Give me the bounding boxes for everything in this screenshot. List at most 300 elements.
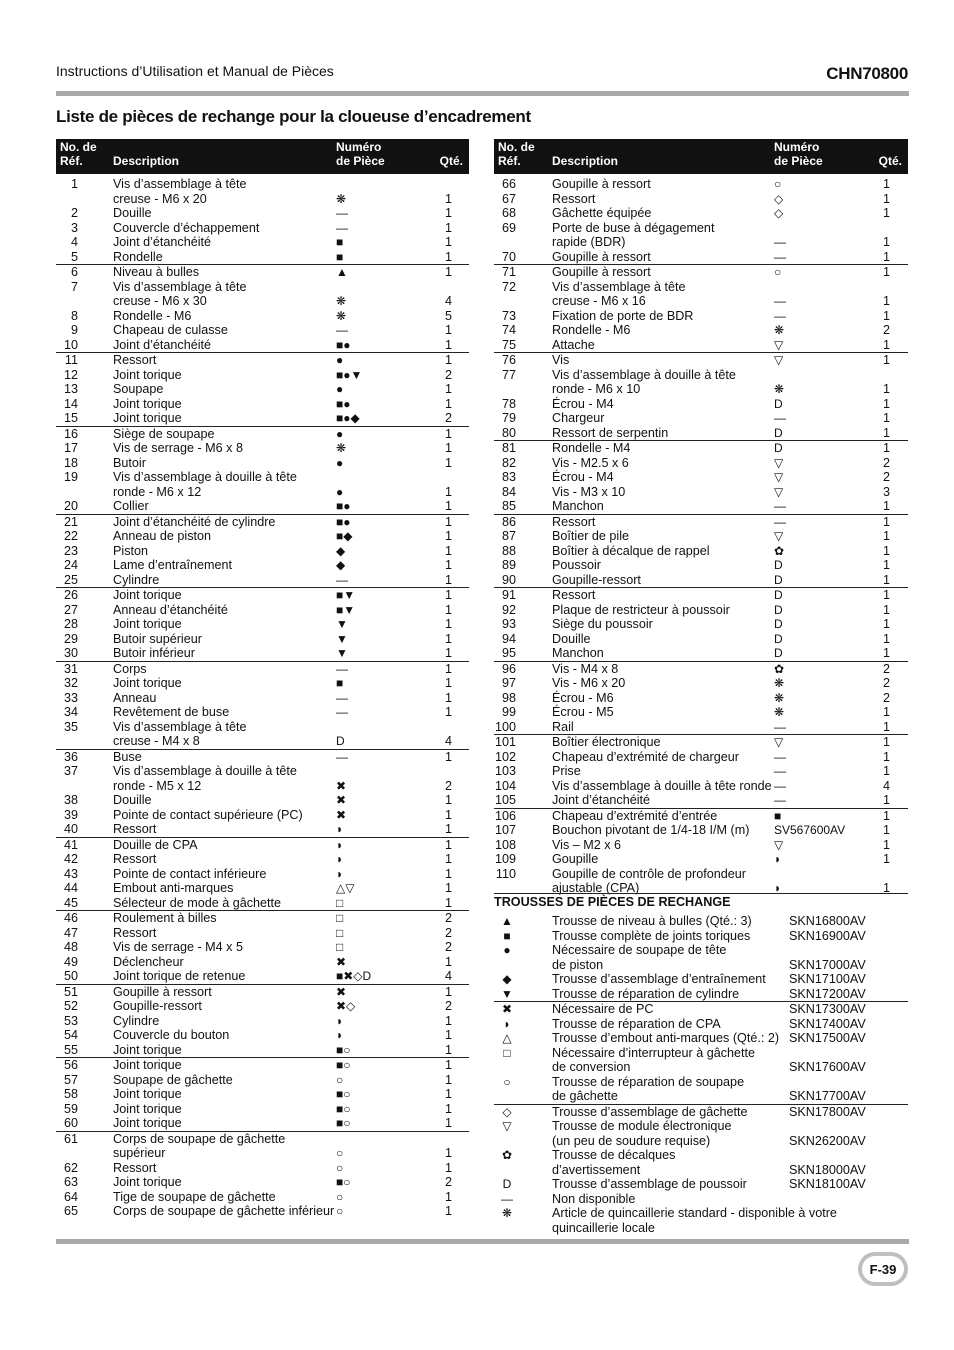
- ref-number: 100: [494, 719, 516, 734]
- quantity: 1: [882, 499, 890, 513]
- part-number: ✖: [336, 807, 347, 822]
- part-number: ●: [336, 382, 344, 396]
- ref-number: 62: [63, 1160, 78, 1175]
- part-number: ◗: [336, 1028, 344, 1042]
- part-description: Joint torique: [113, 588, 182, 602]
- table-row: [56, 691, 469, 706]
- table-row: [494, 456, 908, 471]
- table-row: [56, 632, 469, 647]
- part-number: ▽: [774, 337, 784, 352]
- table-row: [56, 587, 469, 603]
- quantity: 1: [444, 588, 452, 602]
- table-row: [494, 646, 908, 661]
- part-description: Butoir inférieur: [113, 646, 195, 660]
- kit-description: Trousse d’assemblage d’entraînement: [552, 972, 766, 986]
- ref-number: 54: [63, 1028, 78, 1042]
- part-description: Ressort: [552, 191, 596, 206]
- kit-description: Trousse complète de joints toriques: [552, 928, 751, 943]
- quantity: 1: [882, 793, 890, 807]
- quantity: 1: [444, 529, 452, 543]
- part-description: Lame d’entraînement: [113, 558, 233, 572]
- part-number: ◆: [336, 543, 346, 558]
- part-description: Goupille-ressort: [113, 999, 202, 1013]
- part-description: Piston: [113, 543, 149, 558]
- part-description: Joint torique: [113, 1042, 182, 1057]
- table-row: [56, 441, 469, 456]
- ref-number: 1: [70, 177, 78, 191]
- part-description: Sélecteur de mode à gâchette: [113, 895, 282, 910]
- quantity: 1: [882, 353, 890, 367]
- kits-title: TROUSSES DE PIÈCES DE RECHANGE: [494, 893, 908, 911]
- table-row: [56, 984, 469, 1000]
- table-row: [56, 309, 469, 324]
- table-row: [56, 837, 469, 853]
- part-description: Couvercle du bouton: [113, 1028, 230, 1042]
- part-number: D: [774, 631, 783, 646]
- part-number: ▲: [336, 265, 348, 279]
- part-number: —: [774, 294, 786, 308]
- ref-number: 10: [63, 337, 78, 352]
- kit-description: Trousse de module électronique: [552, 1119, 732, 1133]
- table-row: [494, 514, 908, 530]
- part-description: Ressort: [113, 852, 157, 866]
- kit-row: [494, 1206, 908, 1221]
- ref-number: 103: [494, 764, 516, 778]
- part-description: Rondelle - M6: [113, 308, 192, 323]
- quantity: 1: [882, 206, 890, 220]
- part-description: Goupille à ressort: [552, 177, 651, 191]
- part-number: ○: [336, 1204, 344, 1218]
- table-row: [494, 382, 908, 397]
- table-row: [56, 705, 469, 720]
- ref-number: 50: [63, 969, 78, 983]
- kit-row: [494, 1060, 908, 1075]
- table-row: [56, 1204, 469, 1219]
- table-row: [494, 426, 908, 441]
- part-number: —: [774, 235, 786, 249]
- table-row: [494, 838, 908, 853]
- table-row: [56, 617, 469, 632]
- col-no-line1: No. de: [498, 140, 535, 154]
- quantity: 1: [444, 617, 452, 631]
- part-number: ▽: [774, 470, 784, 484]
- ref-number: 66: [501, 177, 516, 191]
- part-number: ▼: [336, 631, 348, 646]
- part-number: ○: [774, 265, 782, 279]
- ref-number: 58: [63, 1087, 78, 1101]
- quantity: 1: [882, 705, 890, 719]
- ref-number: 27: [63, 602, 78, 617]
- table-row: [494, 264, 908, 280]
- ref-number: 92: [501, 602, 516, 617]
- ref-number: 24: [63, 558, 78, 572]
- quantity: 1: [444, 881, 452, 895]
- kit-symbol: ✖: [501, 1002, 513, 1016]
- part-description: Couvercle d’échappement: [113, 220, 260, 235]
- kit-row: [494, 1134, 908, 1149]
- ref-number: 3: [70, 220, 78, 235]
- part-description: Joint torique: [113, 676, 182, 690]
- part-number: ✖: [336, 954, 347, 969]
- table-row: [56, 573, 469, 588]
- quantity: 1: [882, 646, 890, 660]
- ref-number: 13: [63, 382, 78, 396]
- quantity: 1: [444, 382, 452, 396]
- table-row: [494, 411, 908, 426]
- quantity: 1: [444, 558, 452, 572]
- quantity: 1: [444, 1013, 452, 1028]
- part-description: Butoir supérieur: [113, 631, 202, 646]
- ref-number: 16: [63, 426, 78, 441]
- quantity: 1: [882, 441, 890, 455]
- part-number: ■○: [336, 1116, 351, 1130]
- part-number: D: [774, 646, 783, 660]
- table-row: [56, 411, 469, 426]
- quantity: 2: [444, 999, 452, 1013]
- ref-number: 60: [63, 1116, 78, 1130]
- kit-part-number: SKN18100AV: [789, 1177, 866, 1191]
- table-row: [494, 750, 908, 765]
- part-description: Rondelle - M6: [552, 323, 631, 337]
- table-row: [494, 823, 908, 838]
- quantity: 1: [444, 852, 452, 866]
- ref-number: 99: [501, 705, 516, 719]
- table-header: [494, 139, 908, 174]
- ref-number: 79: [501, 411, 516, 425]
- kits-list: [494, 911, 908, 1235]
- ref-number: 56: [63, 1058, 78, 1072]
- ref-number: 74: [501, 323, 516, 337]
- part-number: ❋: [774, 705, 785, 719]
- part-number: —: [774, 749, 786, 764]
- kit-row: [494, 1075, 908, 1090]
- kit-part-number: SKN18000AV: [789, 1162, 866, 1177]
- part-description: Anneau d’étanchéité: [113, 602, 228, 617]
- quantity: 1: [882, 514, 890, 529]
- table-row: [56, 1102, 469, 1117]
- ref-number: 28: [63, 617, 78, 631]
- part-description: Goupille: [552, 852, 599, 866]
- part-number: ❋: [336, 294, 347, 308]
- part-description: Vis d’assemblage à douille à tête: [113, 470, 297, 484]
- ref-number: 41: [63, 837, 78, 852]
- kit-row: [494, 1163, 908, 1178]
- table-row: [494, 793, 908, 808]
- part-number: —: [774, 249, 786, 264]
- quantity: 1: [444, 353, 452, 367]
- part-description: Cylindre: [113, 572, 160, 587]
- part-number: ■○: [336, 1042, 351, 1057]
- ref-number: 80: [501, 425, 516, 440]
- part-description: Vis d’assemblage à tête: [113, 719, 247, 734]
- quantity: 2: [444, 940, 452, 954]
- quantity: 1: [444, 984, 452, 999]
- quantity: 1: [882, 337, 890, 352]
- ref-number: 22: [63, 529, 78, 543]
- ref-number: 78: [501, 396, 516, 411]
- part-number: ■●: [336, 499, 351, 513]
- quantity: 1: [444, 1042, 452, 1057]
- part-description: Ressort de serpentin: [552, 425, 669, 440]
- part-number: —: [774, 719, 786, 734]
- model-number: CHN70800: [826, 64, 908, 83]
- table-row: [494, 573, 908, 588]
- kit-symbol: ✿: [501, 1148, 513, 1162]
- quantity: 1: [444, 602, 452, 617]
- ref-number: 42: [63, 852, 78, 866]
- part-description: Ressort: [113, 353, 157, 367]
- kit-row: [494, 1001, 908, 1017]
- table-row: [494, 177, 908, 192]
- part-number: —: [774, 308, 786, 323]
- part-description: Chapeau d’extrémité de chargeur: [552, 749, 739, 764]
- quantity: 1: [444, 323, 452, 337]
- table-row: [56, 867, 469, 882]
- ref-number: 55: [63, 1042, 78, 1057]
- table-row: [56, 1146, 469, 1161]
- part-number: —: [774, 411, 786, 425]
- part-number: D: [774, 425, 783, 440]
- ref-number: 14: [63, 396, 78, 411]
- ref-number: 15: [63, 411, 78, 425]
- part-description: Joint d’étanchéité: [113, 235, 212, 249]
- quantity: 2: [882, 323, 890, 337]
- kit-description: d’avertissement: [552, 1162, 641, 1177]
- quantity: 1: [444, 1101, 452, 1116]
- ref-number: 44: [63, 881, 78, 895]
- part-description: Joint torique: [113, 1175, 182, 1189]
- table-row: [56, 808, 469, 823]
- quantity: 5: [444, 308, 452, 323]
- table-row: [56, 1087, 469, 1102]
- part-number: ■◆: [336, 529, 353, 543]
- part-description: Douille de CPA: [113, 837, 198, 852]
- quantity: 1: [444, 954, 452, 969]
- part-number: ✖: [336, 984, 347, 999]
- ref-number: 107: [494, 823, 516, 837]
- kit-row: [494, 1046, 908, 1061]
- part-number: ○: [336, 1072, 344, 1087]
- ref-number: 83: [501, 470, 516, 484]
- kit-row: [494, 1104, 908, 1120]
- part-description: rapide (BDR): [552, 235, 626, 249]
- quantity: 1: [444, 1072, 452, 1087]
- quantity: 1: [882, 191, 890, 206]
- ref-number: 67: [501, 191, 516, 206]
- part-number: —: [336, 705, 348, 719]
- part-description: Vis - M2.5 x 6: [552, 455, 629, 470]
- col-part-line2: de Pièce: [336, 154, 385, 168]
- kit-description: Trousse d’assemblage de gâchette: [552, 1104, 748, 1119]
- table-row: [56, 352, 469, 368]
- part-description: Anneau de piston: [113, 529, 212, 543]
- part-description: Déclencheur: [113, 954, 184, 969]
- kit-description: de gâchette: [552, 1089, 618, 1103]
- quantity: 2: [882, 690, 890, 705]
- ref-number: 87: [501, 529, 516, 543]
- quantity: 1: [882, 719, 890, 734]
- part-description: Vis - M6 x 20: [552, 676, 626, 690]
- kit-symbol: ■: [503, 928, 511, 943]
- table-row: [56, 1131, 469, 1147]
- ref-number: 31: [63, 661, 78, 676]
- table-row: [56, 926, 469, 941]
- table-row: [494, 603, 908, 618]
- part-description: Siège de soupape: [113, 426, 215, 441]
- part-description: Porte de buse à dégagement: [552, 220, 715, 235]
- part-description: Joint d’étanchéité: [113, 337, 212, 352]
- part-number: ◗: [336, 852, 344, 866]
- table-row: [56, 499, 469, 514]
- ref-number: 88: [501, 543, 516, 558]
- quantity: 1: [882, 177, 890, 191]
- ref-number: 76: [501, 353, 516, 367]
- part-number: ✿: [774, 661, 785, 676]
- col-no-line1: No. de: [60, 140, 97, 154]
- table-row: [494, 544, 908, 559]
- table-row: [56, 1190, 469, 1205]
- part-description: Ressort: [552, 514, 596, 529]
- part-number: —: [774, 793, 786, 807]
- part-number: ■: [336, 235, 344, 249]
- page-number-badge: [858, 1252, 908, 1286]
- quantity: 1: [882, 735, 890, 749]
- table-row: [56, 323, 469, 338]
- kit-description: de conversion: [552, 1060, 631, 1074]
- table-row: [56, 852, 469, 867]
- part-number: ○: [774, 177, 782, 191]
- part-description: Embout anti-marques: [113, 881, 234, 895]
- part-description: Vis – M2 x 6: [552, 837, 622, 852]
- kit-symbol: ▼: [501, 986, 513, 1001]
- part-description: Joint torique: [113, 1116, 182, 1130]
- ref-number: 75: [501, 337, 516, 352]
- quantity: 1: [444, 455, 452, 470]
- table-row: [494, 221, 908, 236]
- quantity: 2: [882, 455, 890, 470]
- part-description: Joint torique: [113, 1101, 182, 1116]
- part-number: —: [336, 661, 348, 676]
- part-description: Rail: [552, 719, 574, 734]
- part-number: □: [336, 940, 344, 954]
- table-row: [56, 544, 469, 559]
- kit-description: Nécessaire de soupape de tête: [552, 943, 727, 957]
- kit-description: Trousse de réparation de CPA: [552, 1016, 721, 1031]
- quantity: 2: [882, 676, 890, 690]
- ref-number: 12: [63, 367, 78, 382]
- part-number: ■○: [336, 1101, 351, 1116]
- quantity: 1: [882, 529, 890, 543]
- ref-number: 8: [70, 308, 78, 323]
- table-row: [494, 691, 908, 706]
- part-number: ▼: [336, 617, 348, 631]
- ref-number: 68: [501, 206, 516, 220]
- quantity: 1: [444, 1189, 452, 1204]
- part-description: Soupape: [113, 382, 164, 396]
- table-row: [56, 221, 469, 236]
- ref-number: 25: [63, 572, 78, 587]
- part-description: Vis - M4 x 8: [552, 661, 619, 676]
- part-number: —: [774, 778, 786, 793]
- part-number: ■✖◇D: [336, 969, 372, 983]
- part-description: creuse - M6 x 30: [113, 294, 207, 308]
- part-description: Vis d’assemblage à douille à tête: [113, 764, 297, 778]
- part-number: ▽: [774, 484, 784, 499]
- kit-description: (un peu de soudure requise): [552, 1133, 711, 1148]
- part-number: ■: [336, 676, 344, 690]
- col-desc: Description: [552, 154, 619, 168]
- quantity: 1: [444, 1160, 452, 1175]
- part-number: ❋: [774, 690, 785, 705]
- ref-number: 105: [494, 793, 516, 807]
- kit-symbol: —: [501, 1191, 513, 1206]
- table-row: [494, 280, 908, 295]
- table-row: [56, 969, 469, 984]
- ref-number: 39: [63, 807, 78, 822]
- part-description: Douille: [113, 206, 152, 220]
- part-description: Ressort: [113, 1160, 157, 1175]
- ref-number: 48: [63, 940, 78, 954]
- table-row: [56, 485, 469, 500]
- ref-number: 38: [63, 793, 78, 807]
- quantity: 1: [882, 572, 890, 587]
- ref-number: 19: [63, 470, 78, 484]
- part-number: D: [774, 441, 783, 455]
- table-row: [494, 440, 908, 456]
- kit-row: [494, 1221, 908, 1236]
- part-description: Écrou - M5: [552, 705, 614, 719]
- part-description: Joint torique: [113, 1058, 182, 1072]
- part-description: Niveau à bulles: [113, 265, 200, 279]
- ref-number: 45: [63, 895, 78, 910]
- quantity: 1: [882, 265, 890, 279]
- col-qty: Qté.: [439, 154, 463, 168]
- quantity: 1: [444, 220, 452, 235]
- table-row: [56, 1116, 469, 1131]
- part-number: —: [774, 764, 786, 778]
- part-description: Boîtier à décalque de rappel: [552, 543, 710, 558]
- kit-symbol: △: [502, 1031, 512, 1045]
- part-number: D: [774, 572, 783, 587]
- table-row: [56, 1043, 469, 1058]
- quantity: 2: [882, 470, 890, 484]
- quantity: 2: [444, 911, 452, 925]
- quantity: 3: [882, 484, 890, 499]
- ref-number: 64: [63, 1189, 78, 1204]
- table-row: [494, 734, 908, 750]
- kit-description: Nécessaire d’interrupteur à gâchette: [552, 1045, 756, 1060]
- quantity: 4: [444, 969, 452, 983]
- table-row: [494, 397, 908, 412]
- part-number: ◇: [774, 206, 784, 220]
- table-row: [56, 720, 469, 735]
- table-row: [494, 587, 908, 603]
- table-row: [494, 294, 908, 309]
- kit-row: [494, 1119, 908, 1134]
- quantity: 1: [882, 602, 890, 617]
- ref-number: 57: [63, 1072, 78, 1087]
- part-number: ■●◆: [336, 411, 360, 425]
- quantity: 1: [444, 661, 452, 676]
- ref-number: 7: [70, 279, 78, 294]
- quantity: 1: [444, 396, 452, 411]
- part-description: Bouchon pivotant de 1/4-18 I/M (m): [552, 823, 750, 837]
- table-row: [494, 250, 908, 265]
- part-description: Corps de soupape de gâchette: [113, 1131, 286, 1146]
- ref-number: 96: [501, 661, 516, 676]
- table-row: [56, 382, 469, 397]
- ref-number: 65: [63, 1204, 78, 1218]
